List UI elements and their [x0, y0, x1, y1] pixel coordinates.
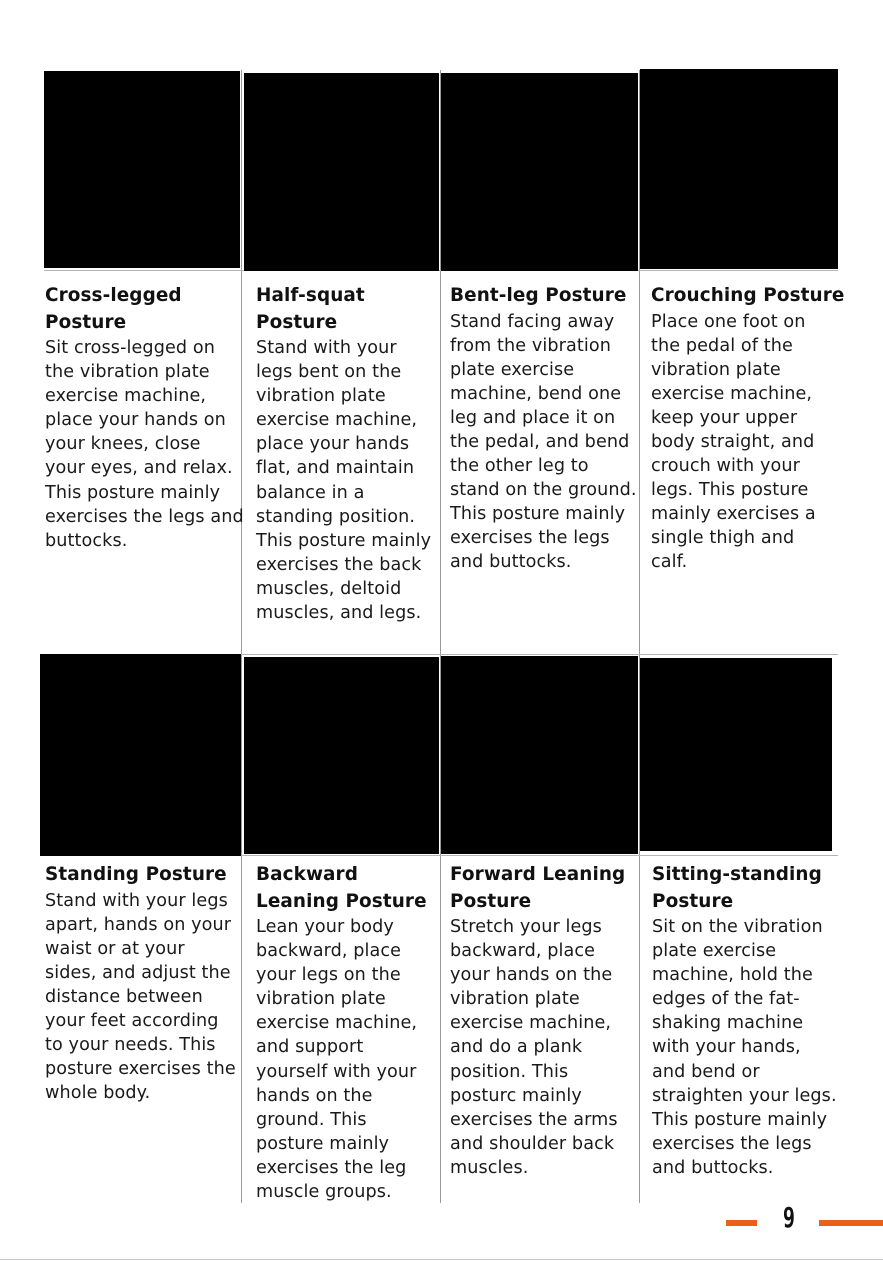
posture-title: Crouching Posture: [651, 285, 845, 306]
posture-image-sitting-standing: [640, 658, 832, 851]
posture-description: Stretch your legs backward, place your hands on the vibration plate exercise machine, and do a plank position. This posturc mainly exercises the arms and shoulder back muscles.: [450, 917, 618, 1178]
footer-accent-right: [819, 1220, 883, 1226]
footer-accent-left: [726, 1220, 757, 1226]
posture-description: Stand with your legs bent on the vibration plate exercise machine, place your hands flat, and maintain balance in a standing position. This posture mainly exercises the back muscles, deltoid muscles, and legs.: [256, 338, 432, 624]
posture-cell: [45, 862, 241, 1105]
posture-cell: [652, 862, 838, 1180]
row-divider: [241, 654, 838, 655]
posture-image-backward-leaning: [244, 657, 439, 854]
posture-cell: [45, 283, 245, 553]
posture-image-crouching: [640, 69, 838, 269]
posture-cell: [651, 283, 845, 575]
posture-cell: [450, 283, 638, 575]
posture-description: Lean your body backward, place your legs on the vibration plate exercise machine, and support yourself with your hands on the ground. This posture mainly exercises the leg muscle groups.: [256, 917, 418, 1203]
posture-description: Place one foot on the pedal of the vibration plate exercise machine, keep your upper body straight, and crouch with your legs. This posture mainly exercises a single thigh and calf.: [651, 311, 816, 573]
posture-image-cross-legged: [44, 71, 240, 268]
bottom-rule: [0, 1259, 883, 1260]
posture-title: Cross-legged Posture: [45, 285, 182, 333]
posture-cell: [450, 862, 638, 1180]
posture-title: Half-squat Posture: [256, 285, 365, 333]
column-divider: [241, 655, 242, 1203]
posture-image-forward-leaning: [441, 656, 638, 854]
page-number: 9: [782, 1201, 796, 1234]
posture-description: Sit cross-legged on the vibration plate exercise machine, place your hands on your knees, close your eyes, and relax. This posture mainly exercises the legs and buttocks.: [45, 338, 244, 551]
posture-cell: [256, 283, 436, 625]
posture-image-standing: [40, 654, 241, 856]
posture-title: Backward Leaning Posture: [256, 864, 427, 912]
posture-title: Sitting-standing Posture: [652, 864, 822, 912]
posture-title: Bent-leg Posture: [450, 285, 627, 306]
posture-image-half-squat: [244, 73, 439, 271]
posture-description: Stand facing away from the vibration plate exercise machine, bend one leg and place it on the pedal, and bend the other leg to stand on the ground. This posture mainly exercises the legs and buttocks.: [450, 311, 637, 573]
posture-description: Sit on the vibration plate exercise machine, hold the edges of the fat-shaking machine with your hands, and bend or straighten your legs. This posture mainly exercises the legs and buttocks.: [652, 917, 837, 1178]
posture-description: Stand with your legs apart, hands on your waist or at your sides, and adjust the distance between your feet according to your needs. This posture exercises the whole body.: [45, 890, 236, 1104]
posture-title: Standing Posture: [45, 864, 227, 885]
posture-title: Forward Leaning Posture: [450, 864, 626, 912]
posture-image-bent-leg: [441, 73, 638, 271]
posture-cell: [256, 862, 438, 1204]
